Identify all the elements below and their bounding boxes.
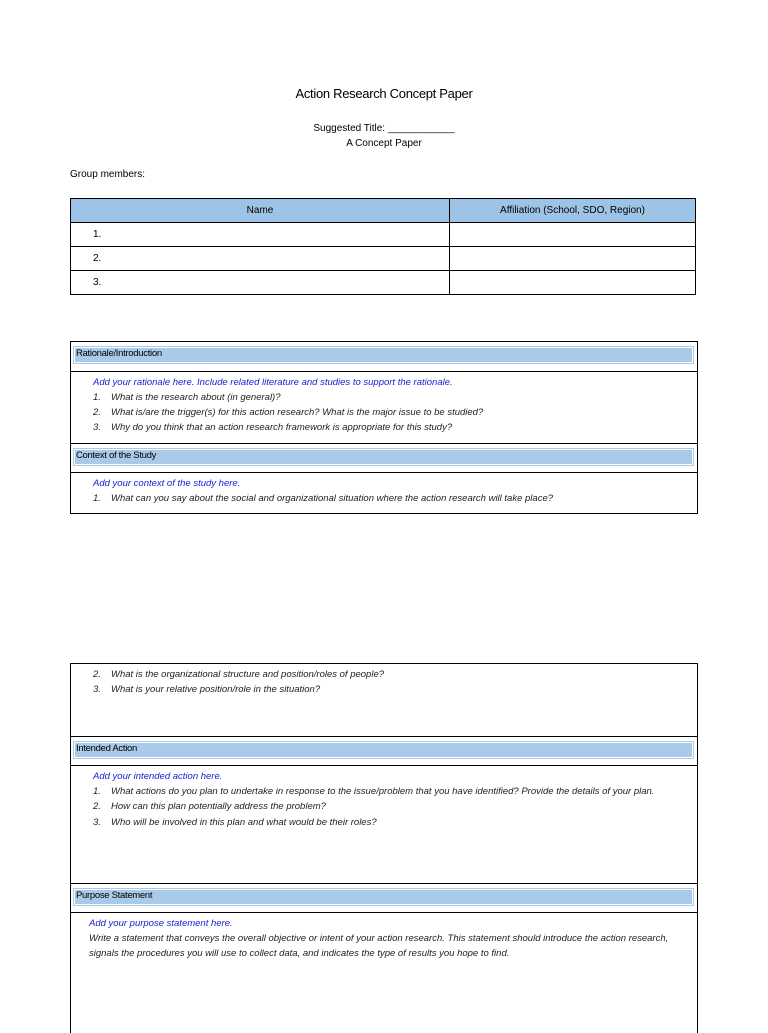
member-name-cell[interactable]: 3. [71, 271, 450, 295]
member-affiliation-cell[interactable] [450, 247, 696, 271]
group-members-table [70, 198, 696, 295]
rationale-heading: Rationale/Introduction [76, 348, 162, 359]
column-header-name: Name [71, 199, 450, 223]
list-item: 2. What is/are the trigger(s) for this action research? What is the major issue to be studied? [93, 407, 484, 418]
list-item: 3. Who will be involved in this plan and what would be their roles? [93, 817, 377, 828]
purpose-body-line: signals the procedures you will use to collect data, and indicates the type of results you hope to find. [89, 948, 510, 959]
document-subtitle: A Concept Paper [346, 138, 422, 149]
list-item: 1. What actions do you plan to undertake in response to the issue/problem that you have identified? Provide the details of your plan. [93, 786, 655, 797]
table-row [71, 223, 696, 247]
list-item: 2. What is the organizational structure and position/roles of people? [93, 669, 385, 680]
intended-action-header [71, 737, 697, 766]
purpose-heading: Purpose Statement [76, 890, 153, 901]
rationale-header [71, 342, 697, 372]
action-purpose-box [70, 663, 698, 1033]
context-continued-content[interactable] [71, 664, 697, 737]
member-name-cell[interactable]: 1. [71, 223, 450, 247]
member-name-cell[interactable]: 2. [71, 247, 450, 271]
member-affiliation-cell[interactable] [450, 271, 696, 295]
purpose-body-line: Write a statement that conveys the overall objective or intent of your action research. This statement should introduce the action research, [89, 933, 669, 944]
member-affiliation-cell[interactable] [450, 223, 696, 247]
table-row [71, 271, 696, 295]
list-item: 3. What is your relative position/role in the situation? [93, 684, 321, 695]
table-header-row [71, 199, 696, 223]
document-title: Action Research Concept Paper [295, 86, 473, 101]
table-row [71, 247, 696, 271]
intended-action-heading: Intended Action [76, 743, 137, 754]
rationale-context-box [70, 341, 698, 514]
rationale-content[interactable] [71, 372, 697, 443]
purpose-header [71, 884, 697, 913]
rationale-lead: Add your rationale here. Include related literature and studies to support the rationale. [93, 377, 453, 388]
column-header-affiliation: Affiliation (School, SDO, Region) [450, 199, 696, 223]
group-members-label: Group members: [70, 169, 146, 180]
suggested-title: Suggested Title: ____________ [313, 123, 455, 134]
context-header [71, 443, 697, 473]
context-heading: Context of the Study [76, 450, 157, 461]
list-item: 3. Why do you think that an action research framework is appropriate for this study? [93, 422, 453, 433]
list-item: 1. What can you say about the social and organizational situation where the action research will take place? [93, 493, 554, 504]
list-item: 2. How can this plan potentially address the problem? [93, 801, 326, 812]
intended-action-lead: Add your intended action here. [93, 771, 223, 782]
purpose-content[interactable] [71, 913, 697, 1033]
context-lead: Add your context of the study here. [93, 478, 241, 489]
list-item: 1. What is the research about (in general)? [93, 392, 281, 403]
intended-action-content[interactable] [71, 766, 697, 884]
purpose-lead: Add your purpose statement here. [89, 918, 233, 929]
